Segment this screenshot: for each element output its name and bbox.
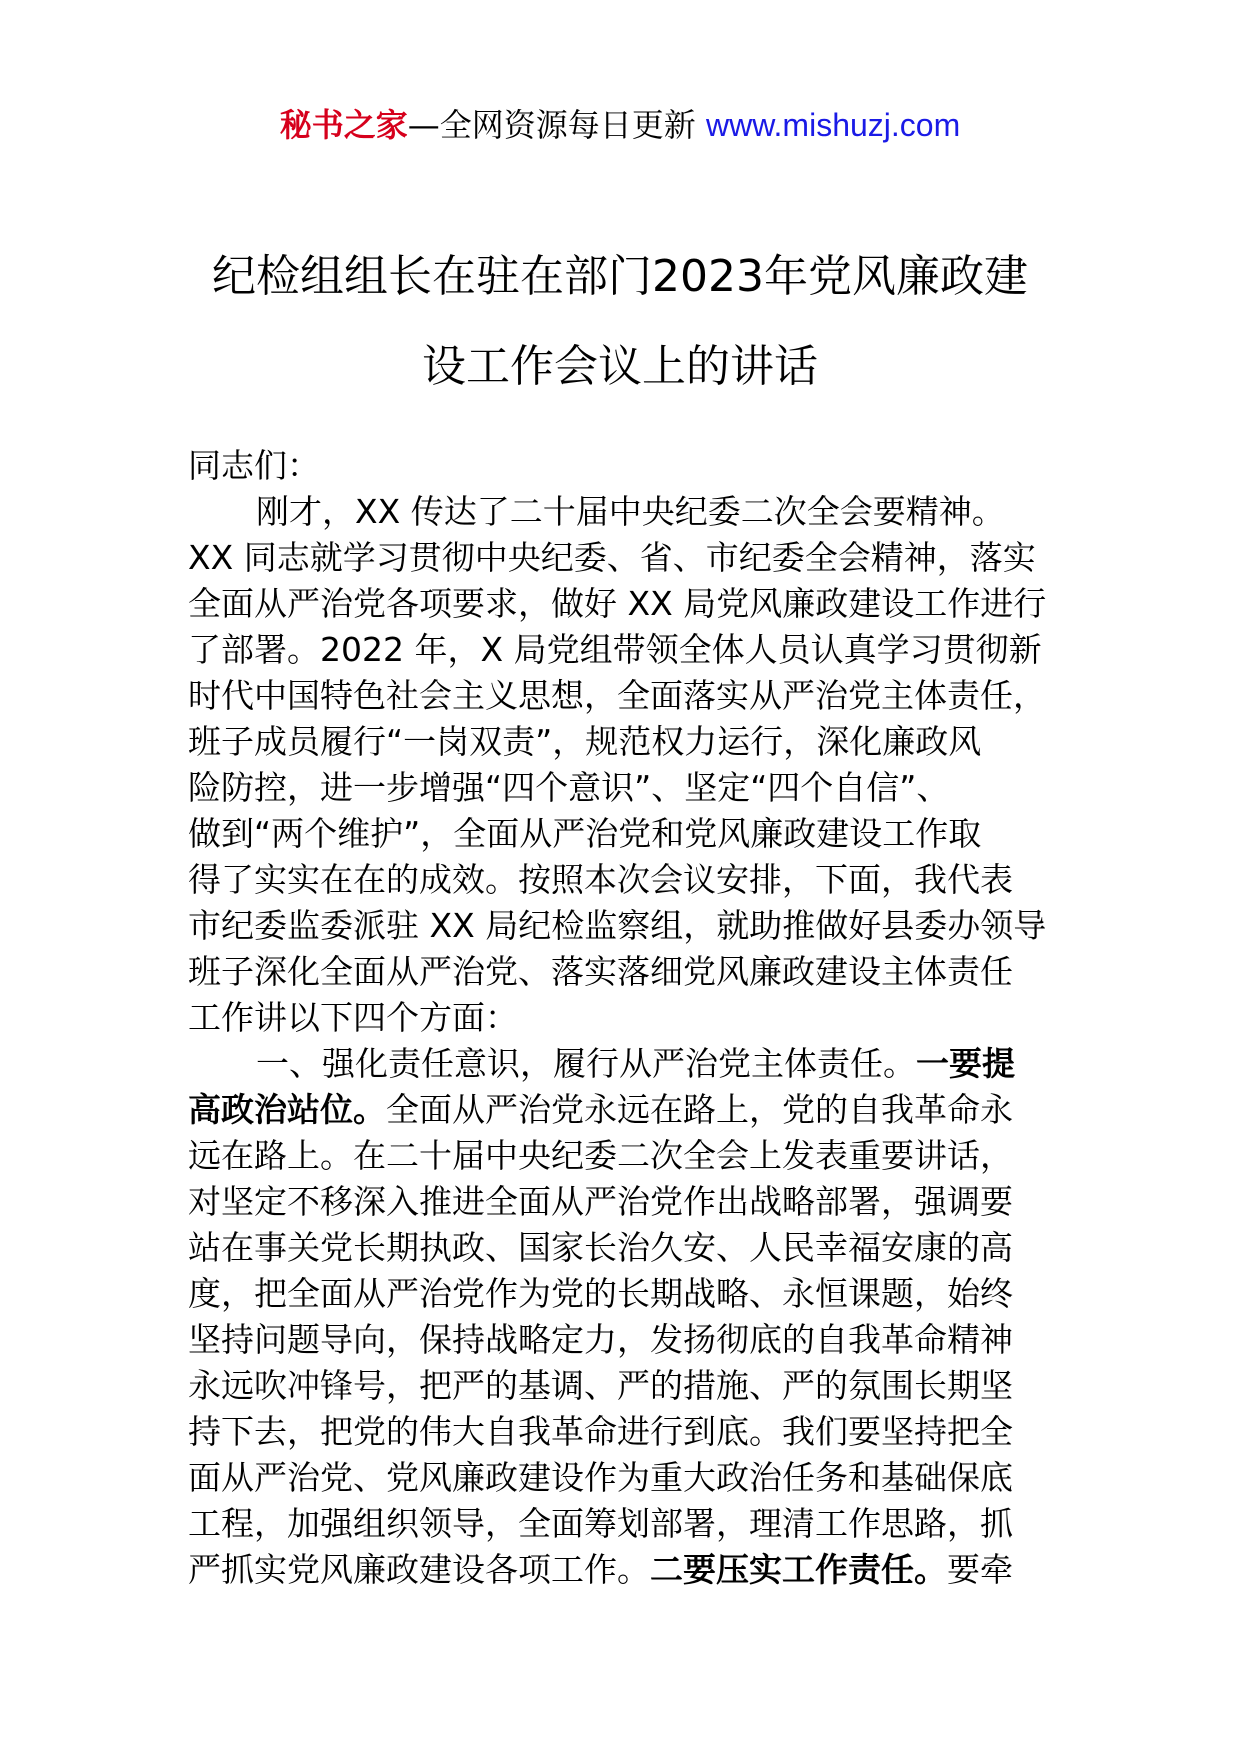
section-1-first-line (188, 1041, 1058, 1087)
body-line: 面从严治党、党风廉政建设作为重大政治任务和基础保底 (188, 1458, 1013, 1497)
body-line: 工作讲以下四个方面： (188, 998, 518, 1037)
body-line: 了部署。2022 年，X 局党组带领全体人员认真学习贯彻新 (188, 630, 1042, 669)
body-line: 度，把全面从严治党作为党的长期战略、永恒课题，始终 (188, 1274, 1013, 1313)
header-slogan: —全网资源每日更新 (407, 106, 706, 144)
body-line: 远在路上。在二十届中央纪委二次全会上发表重要讲话， (188, 1136, 1013, 1175)
page-header (0, 103, 1240, 147)
body-line: 站在事关党长期执政、国家长治久安、人民幸福安康的高 (188, 1228, 1013, 1267)
body-line: 市纪委监委派驻 XX 局纪检监察组，就助推做好县委办领导 (188, 906, 1047, 945)
section-1-point-1-b: 高政治站位。 (188, 1090, 386, 1129)
body-line: 持下去，把党的伟大自我革命进行到底。我们要坚持把全 (188, 1412, 1013, 1451)
last-line (188, 1547, 1058, 1593)
body-line: 得了实实在在的成效。按照本次会议安排，下面，我代表 (188, 860, 1013, 899)
document-title (150, 232, 1090, 412)
body-line: 时代中国特色社会主义思想，全面落实从严治党主体责任， (188, 676, 1046, 715)
body-line: 坚持问题导向，保持战略定力，发扬彻底的自我革命精神 (188, 1320, 1013, 1359)
title-line-2: 设工作会议上的讲话 (422, 341, 818, 392)
body-line: 全面从严治党各项要求，做好 XX 局党风廉政建设工作进行 (188, 584, 1047, 623)
body-line: 刚才，XX 传达了二十届中央纪委二次全会要精神。 (256, 492, 1005, 531)
body-line: 险防控，进一步增强“四个意识”、坚定“四个自信”、 (188, 768, 950, 807)
site-url[interactable]: www.mishuzj.com (705, 107, 961, 143)
body-line: 对坚定不移深入推进全面从严治党作出战略部署，强调要 (188, 1182, 1013, 1221)
body-line: XX 同志就学习贯彻中央纪委、省、市纪委全会精神，落实 (188, 538, 1036, 577)
brand-name: 秘书之家 (279, 106, 408, 144)
document-body (188, 443, 1058, 1593)
body-line: 工程，加强组织领导，全面筹划部署，理清工作思路，抓 (188, 1504, 1013, 1543)
section-1-second-line (188, 1087, 1058, 1133)
section-1-text: 全面从严治党永远在路上，党的自我革命永 (386, 1090, 1013, 1129)
title-line-1: 纪检组组长在驻在部门2023年党风廉政建 (212, 251, 1028, 302)
last-line-text: 严抓实党风廉政建设各项工作。 (188, 1550, 650, 1589)
salutation: 同志们： (188, 446, 320, 485)
section-1-heading: 一、强化责任意识，履行从严治党主体责任。 (256, 1044, 916, 1083)
body-line: 永远吹冲锋号，把严的基调、严的措施、严的氛围长期坚 (188, 1366, 1013, 1405)
body-line: 班子成员履行“一岗双责”，规范权力运行，深化廉政风 (188, 722, 982, 761)
section-1-point-2: 二要压实工作责任。 (650, 1550, 947, 1589)
section-1-point-1-a: 一要提 (916, 1044, 1015, 1083)
body-line: 班子深化全面从严治党、落实落细党风廉政建设主体责任 (188, 952, 1013, 991)
last-line-tail: 要牵 (947, 1550, 1013, 1589)
body-line: 做到“两个维护”，全面从严治党和党风廉政建设工作取 (188, 814, 982, 853)
